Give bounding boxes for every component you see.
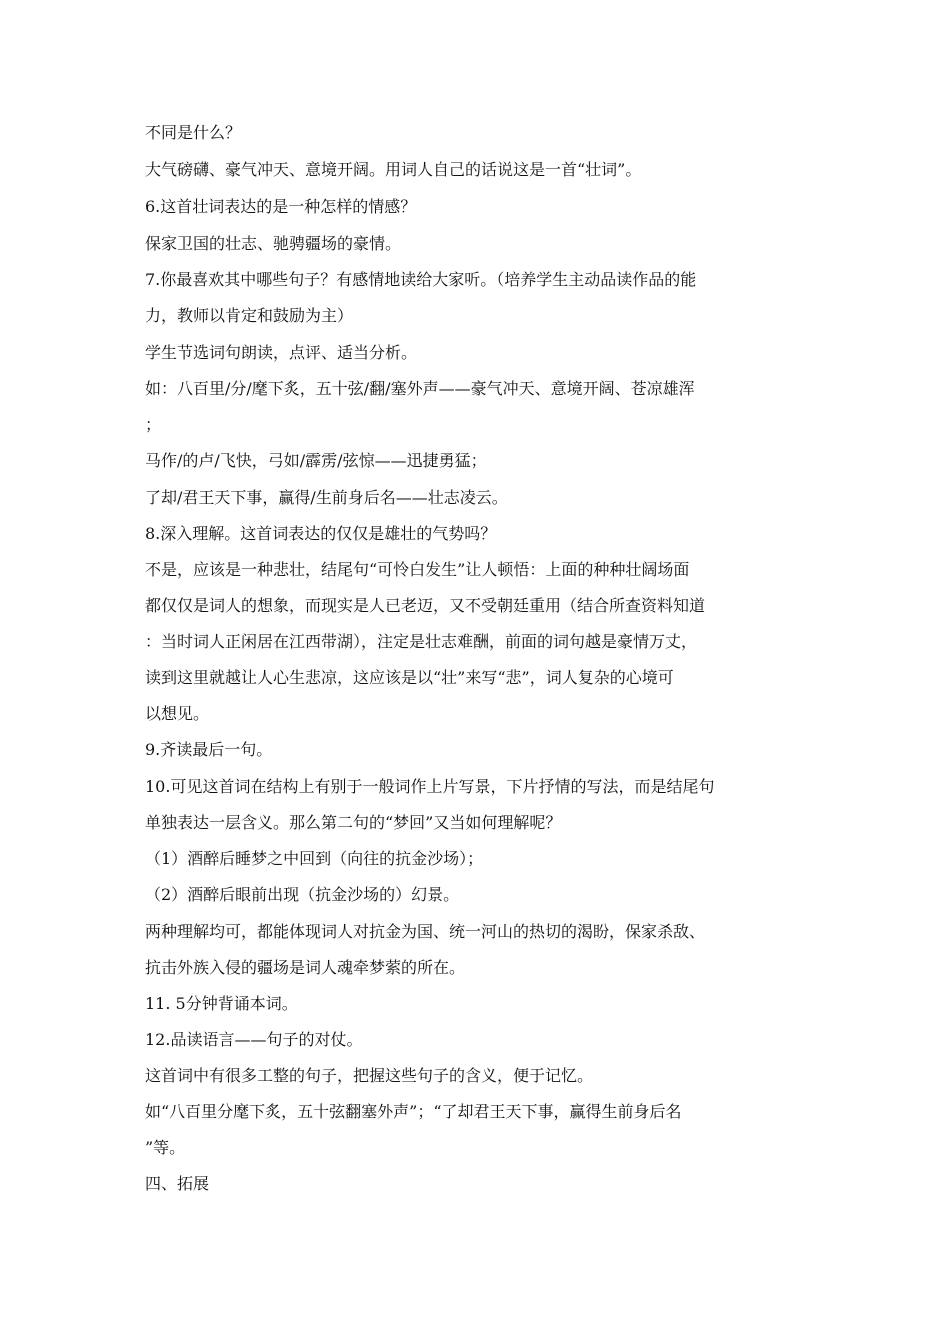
text-line: 10.可见这首词在结构上有别于一般词作上片写景，下片抒情的写法，而是结尾句 <box>145 777 715 796</box>
text-line: ：当时词人正闲居在江西带湖），注定是壮志难酬，前面的词句越是豪情万丈， <box>145 632 698 651</box>
text-line: 6.这首壮词表达的是一种怎样的情感？ <box>145 197 417 216</box>
text-line: 两种理解均可，都能体现词人对抗金为国、统一河山的热切的渴盼，保家杀敌、 <box>145 922 706 941</box>
text-line: ”等。 <box>145 1138 186 1157</box>
text-line: 了却/君王天下事，赢得/生前身后名——壮志凌云。 <box>145 488 508 507</box>
text-line: 保家卫国的壮志、驰骋疆场的豪情。 <box>145 234 402 253</box>
text-line: 抗击外族入侵的疆场是词人魂牵梦萦的所在。 <box>145 958 466 977</box>
text-line: 马作/的卢/飞快，弓如/霹雳/弦惊——迅捷勇猛； <box>145 451 487 470</box>
text-line: 12.品读语言——句子的对仗。 <box>145 1030 363 1049</box>
text-line: ； <box>145 415 162 434</box>
text-line: （2）酒醉后眼前出现（抗金沙场的）幻景。 <box>145 885 460 904</box>
text-line: （1）酒醉后睡梦之中回到（向往的抗金沙场）； <box>145 849 484 868</box>
text-line: 大气磅礴、豪气冲天、意境开阔。用词人自己的话说这是一首“壮词”。 <box>145 160 642 179</box>
text-line: 8.深入理解。这首词表达的仅仅是雄壮的气势吗？ <box>145 524 497 543</box>
text-line: 如：八百里/分/麾下炙，五十弦/翻/塞外声——豪气冲天、意境开阔、苍凉雄浑 <box>145 379 695 398</box>
text-line: 不同是什么？ <box>145 123 242 142</box>
text-line: 如“八百里分麾下炙，五十弦翻塞外声”；“了却君王天下事，赢得生前身后名 <box>145 1102 682 1121</box>
text-line: 以想见。 <box>145 704 210 723</box>
text-line: 这首词中有很多工整的句子，把握这些句子的含义，便于记忆。 <box>145 1066 594 1085</box>
text-line: 单独表达一层含义。那么第二句的“梦回”又当如何理解呢？ <box>145 813 562 832</box>
text-line: 学生节选词句朗读，点评、适当分析。 <box>145 343 418 362</box>
text-line: 11. 5分钟背诵本词。 <box>145 994 298 1013</box>
text-line: 7.你最喜欢其中哪些句子？有感情地读给大家听。（培养学生主动品读作品的能 <box>145 270 697 289</box>
text-line: 都仅仅是词人的想象，而现实是人已老迈，又不受朝廷重用（结合所查资料知道 <box>145 596 706 615</box>
text-line: 力，教师以肯定和鼓励为主） <box>145 306 354 325</box>
text-line: 9.齐读最后一句。 <box>145 740 273 759</box>
text-line: 读到这里就越让人心生悲凉，这应该是以“壮”来写“悲”，词人复杂的心境可 <box>145 668 674 687</box>
text-line: 不是，应该是一种悲壮，结尾句“可怜白发生”让人顿悟：上面的种种壮阔场面 <box>145 560 690 579</box>
section-heading: 四、拓展 <box>145 1174 210 1193</box>
